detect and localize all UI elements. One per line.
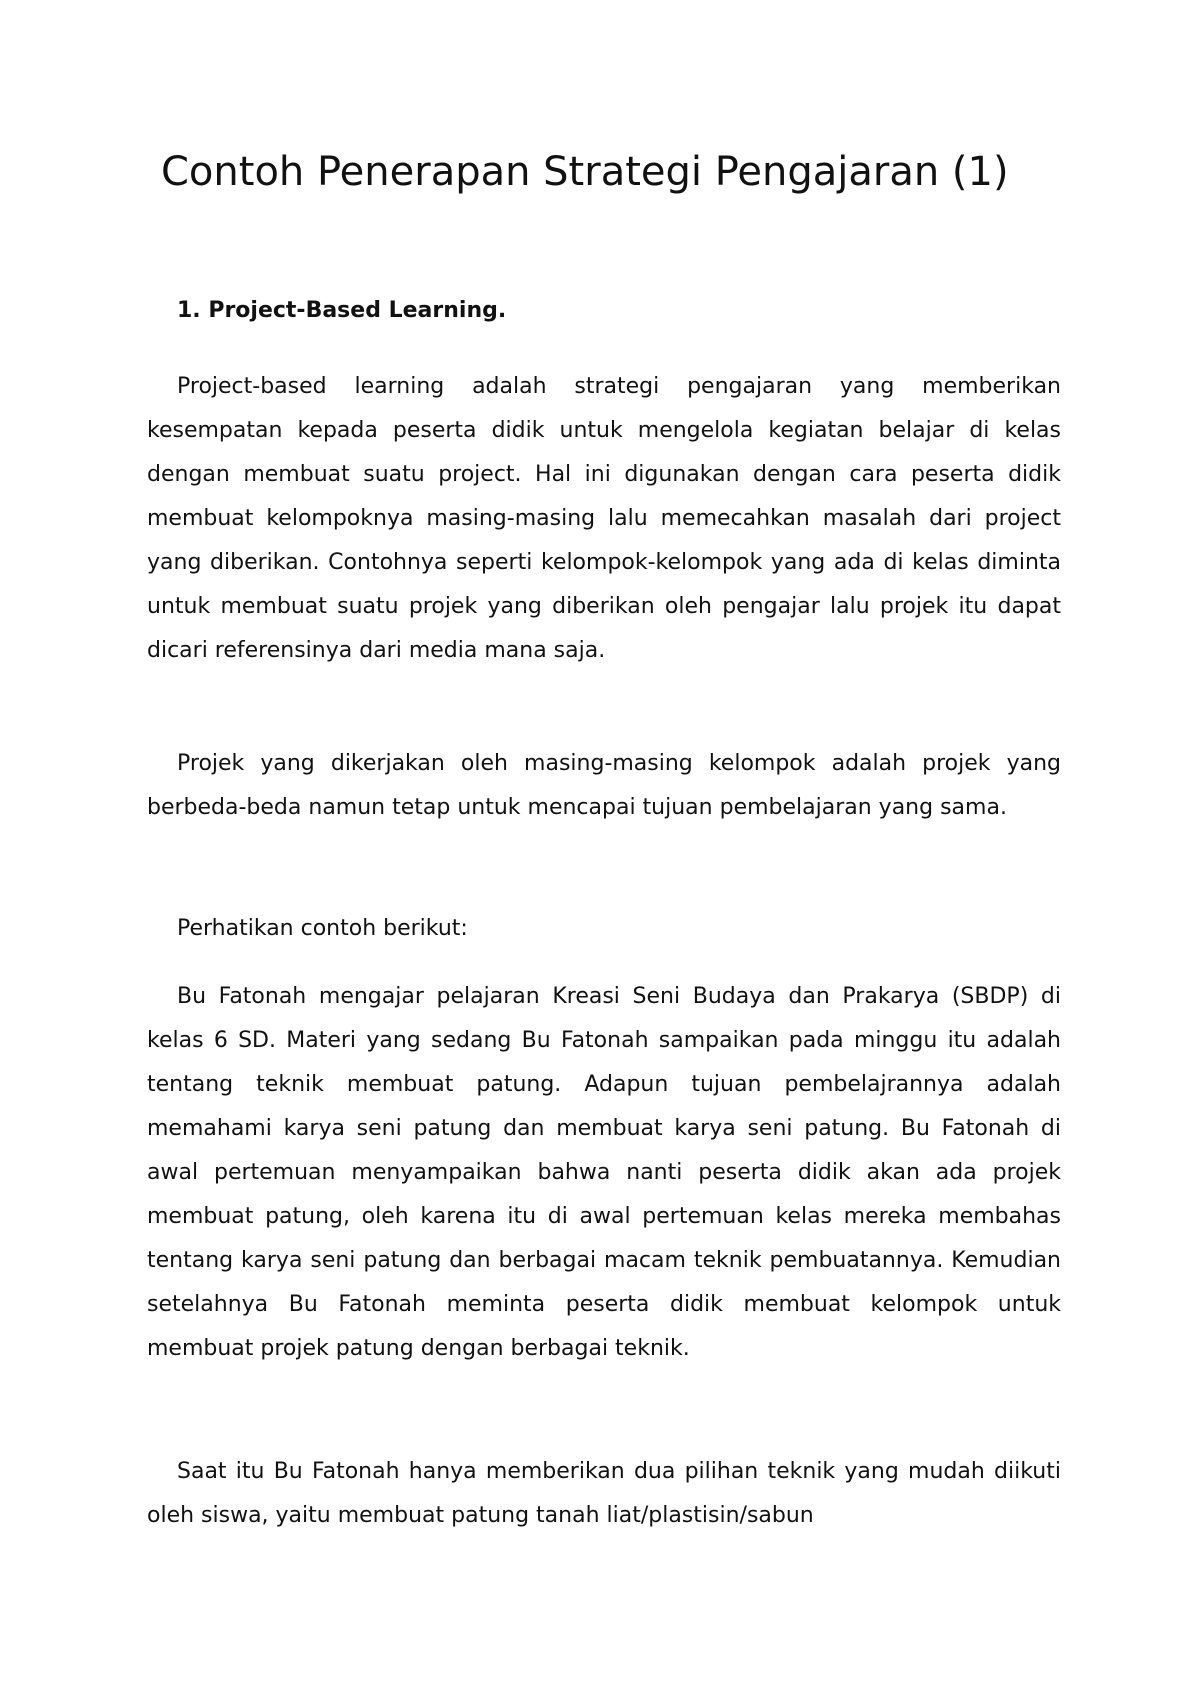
paragraph-definition: Project-based learning adalah strategi pengajaran yang memberikan kesempatan kepada peserta didik untuk mengelola kegiatan belajar di kelas dengan membuat suatu project. Hal ini digunakan dengan cara peserta didik membuat kelompoknya masing-masing lalu memecahkan masalah dari project yang diberikan. Contohnya seperti kelompok-kelompok yang ada di kelas diminta untuk membuat suatu projek yang diberikan oleh pengajar lalu projek itu dapat dicari referensinya dari media mana saja. (147, 374, 1061, 663)
document-title: Contoh Penerapan Strategi Pengajaran (1) (161, 149, 1009, 195)
section-heading: 1. Project-Based Learning. (177, 298, 507, 323)
paragraph-example-story: Bu Fatonah mengajar pelajaran Kreasi Seni Budaya dan Prakarya (SBDP) di kelas 6 SD. Materi yang sedang Bu Fatonah sampaikan pada minggu itu adalah tentang teknik membuat patung. Adapun tujuan pembelajrannya adalah memahami karya seni patung dan membuat karya seni patung. Bu Fatonah di awal pertemuan menyampaikan bahwa nanti peserta didik akan ada projek membuat patung, oleh karena itu di awal pertemuan kelas mereka membahas tentang karya seni patung dan berbagai macam teknik pembuatannya. Kemudian setelahnya Bu Fatonah meminta peserta didik membuat kelompok untuk membuat projek patung dengan berbagai teknik. (147, 984, 1061, 1361)
paragraph-example-intro: Perhatikan contoh berikut: (177, 916, 468, 941)
paragraph-different-projects: Projek yang dikerjakan oleh masing-masing kelompok adalah projek yang berbeda-beda namun tetap untuk mencapai tujuan pembelajaran yang sama. (147, 751, 1061, 820)
paragraph-technique-choice: Saat itu Bu Fatonah hanya memberikan dua pilihan teknik yang mudah diikuti oleh siswa, yaitu membuat patung tanah liat/plastisin/sabun (147, 1459, 1061, 1528)
